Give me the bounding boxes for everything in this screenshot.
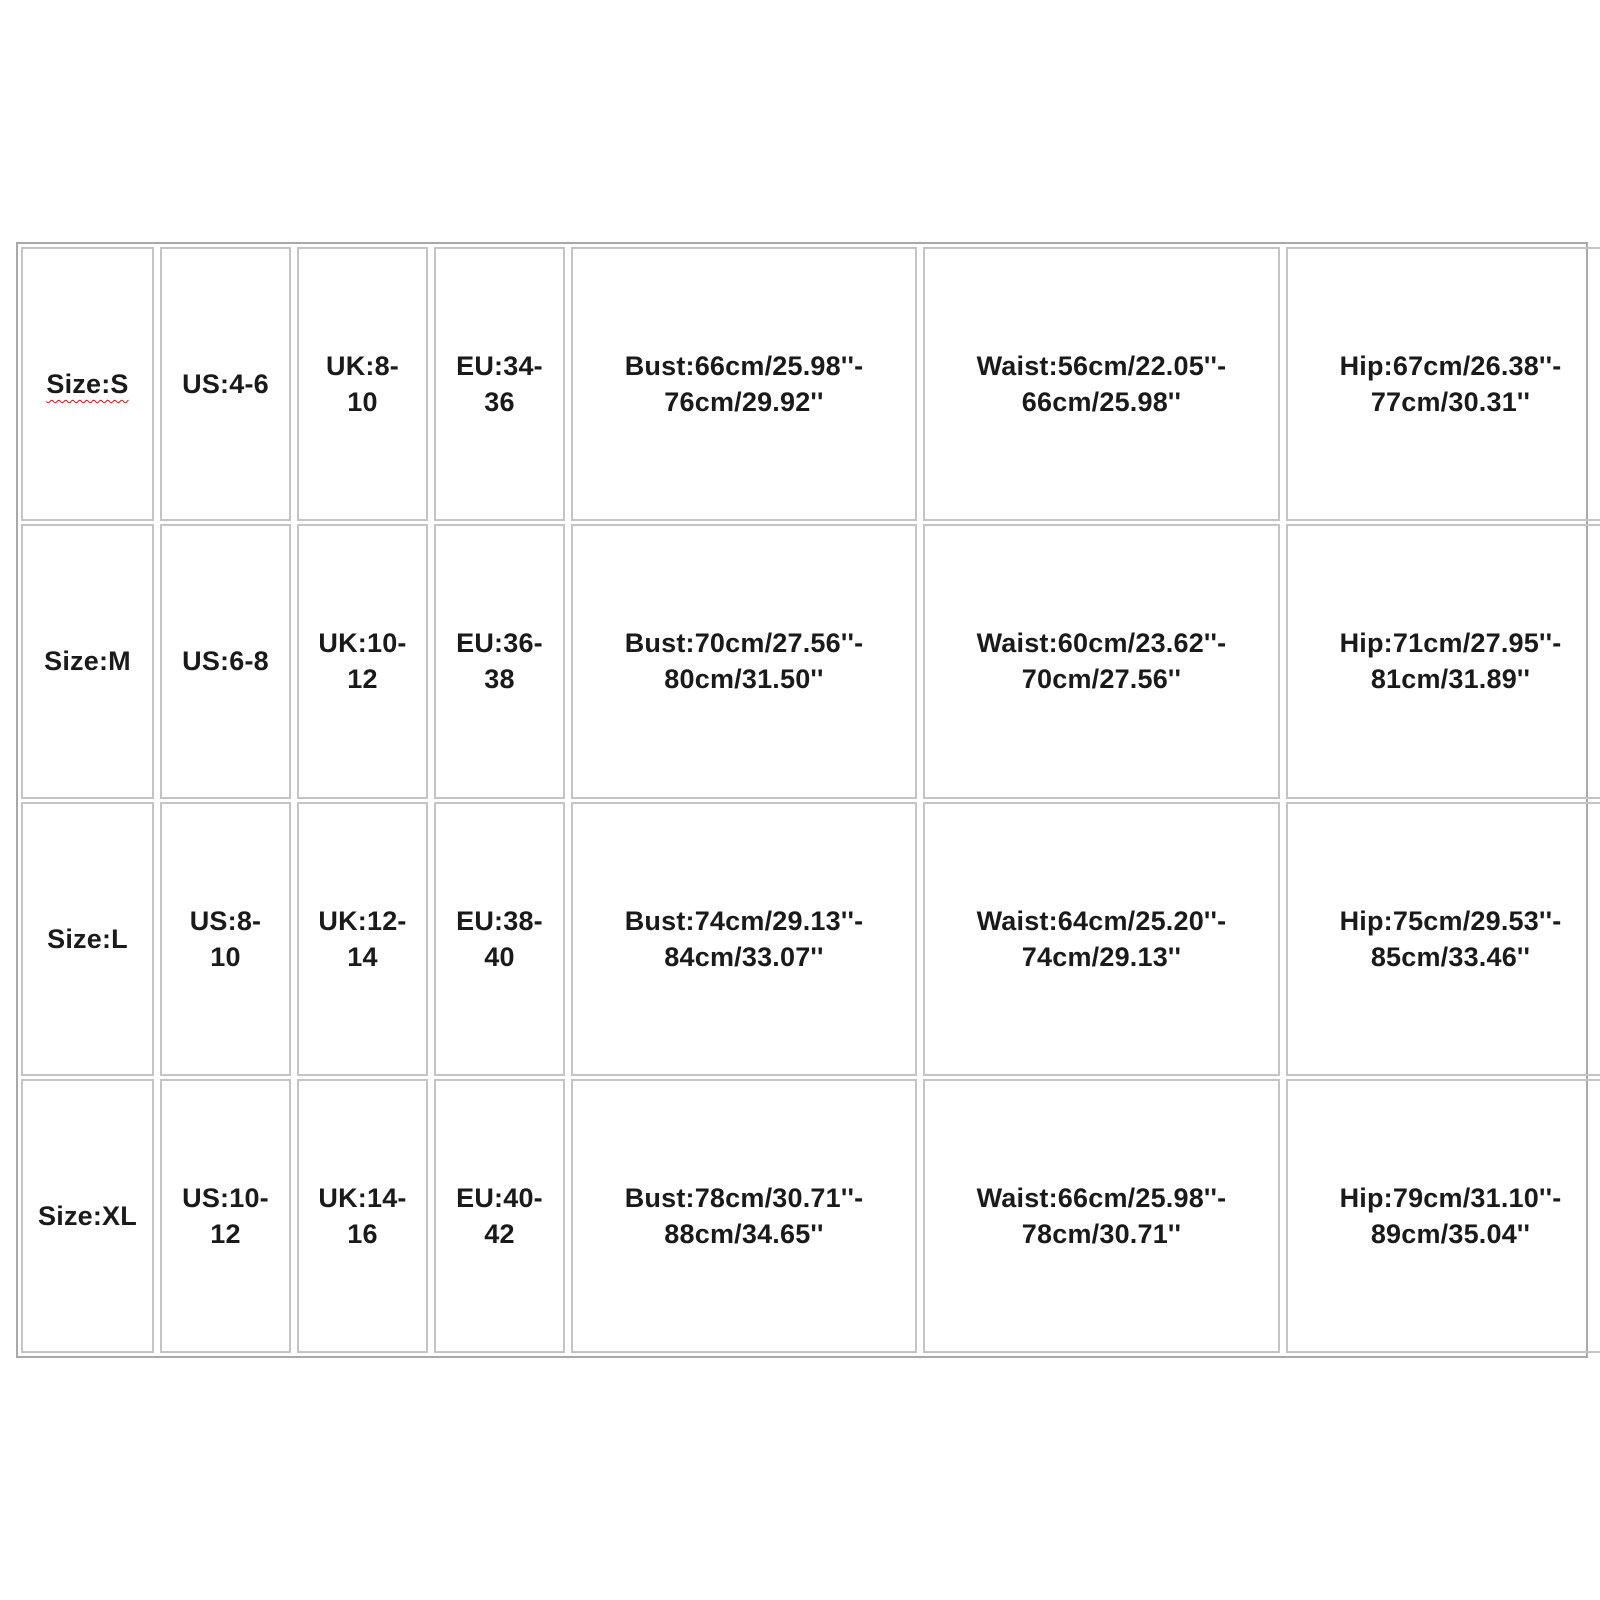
eu-size-cell [434, 247, 565, 521]
waist-measurement: Waist:56cm/22.05''- 66cm/25.98'' [976, 351, 1227, 418]
size-cell [21, 524, 154, 798]
size-label: Size:S [46, 369, 129, 400]
size-cell [21, 247, 154, 521]
bust-measurement: Bust:78cm/30.71''- 88cm/34.65'' [624, 1182, 864, 1249]
eu-size-cell [434, 1079, 565, 1353]
us-size-cell [160, 1079, 291, 1353]
uk-size-cell [297, 802, 428, 1076]
waist-cell [923, 524, 1280, 798]
waist-measurement: Waist:64cm/25.20''- 74cm/29.13'' [976, 905, 1227, 972]
size-label: Size:L [47, 923, 128, 954]
uk-size: UK:14- 16 [318, 1182, 407, 1249]
bust-cell [571, 247, 917, 521]
eu-size-cell [434, 802, 565, 1076]
eu-size-cell [434, 524, 565, 798]
waist-measurement: Waist:66cm/25.98''- 78cm/30.71'' [976, 1182, 1227, 1249]
hip-measurement: Hip:67cm/26.38''- 77cm/30.31'' [1339, 351, 1562, 418]
uk-size: UK:12- 14 [318, 905, 407, 972]
bust-measurement: Bust:74cm/29.13''- 84cm/33.07'' [624, 905, 864, 972]
waist-measurement: Waist:60cm/23.62''- 70cm/27.56'' [976, 628, 1227, 695]
us-size-cell [160, 524, 291, 798]
us-size: US:10- 12 [182, 1182, 269, 1249]
us-size-cell [160, 802, 291, 1076]
us-size-cell [160, 247, 291, 521]
hip-cell [1286, 524, 1600, 798]
uk-size-cell [297, 1079, 428, 1353]
waist-cell [923, 1079, 1280, 1353]
bust-cell [571, 1079, 917, 1353]
us-size: US:4-6 [182, 369, 269, 400]
hip-cell [1286, 1079, 1600, 1353]
eu-size: EU:40- 42 [456, 1182, 543, 1249]
waist-cell [923, 247, 1280, 521]
hip-cell [1286, 247, 1600, 521]
eu-size: EU:34- 36 [456, 351, 543, 418]
eu-size: EU:36- 38 [456, 628, 543, 695]
uk-size-cell [297, 524, 428, 798]
us-size: US:6-8 [182, 646, 269, 677]
bust-measurement: Bust:70cm/27.56''- 80cm/31.50'' [624, 628, 864, 695]
bust-measurement: Bust:66cm/25.98''- 76cm/29.92'' [624, 351, 864, 418]
uk-size-cell [297, 247, 428, 521]
waist-cell [923, 802, 1280, 1076]
size-label: Size:XL [38, 1200, 137, 1231]
uk-size: UK:8- 10 [326, 351, 399, 418]
size-label: Size:M [44, 646, 131, 677]
size-cell [21, 802, 154, 1076]
hip-measurement: Hip:71cm/27.95''- 81cm/31.89'' [1339, 628, 1562, 695]
size-cell [21, 1079, 154, 1353]
us-size: US:8- 10 [189, 905, 262, 972]
eu-size: EU:38- 40 [456, 905, 543, 972]
hip-measurement: Hip:75cm/29.53''- 85cm/33.46'' [1339, 905, 1562, 972]
size-chart-table [16, 242, 1588, 1358]
hip-cell [1286, 802, 1600, 1076]
bust-cell [571, 524, 917, 798]
uk-size: UK:10- 12 [318, 628, 407, 695]
hip-measurement: Hip:79cm/31.10''- 89cm/35.04'' [1339, 1182, 1562, 1249]
bust-cell [571, 802, 917, 1076]
